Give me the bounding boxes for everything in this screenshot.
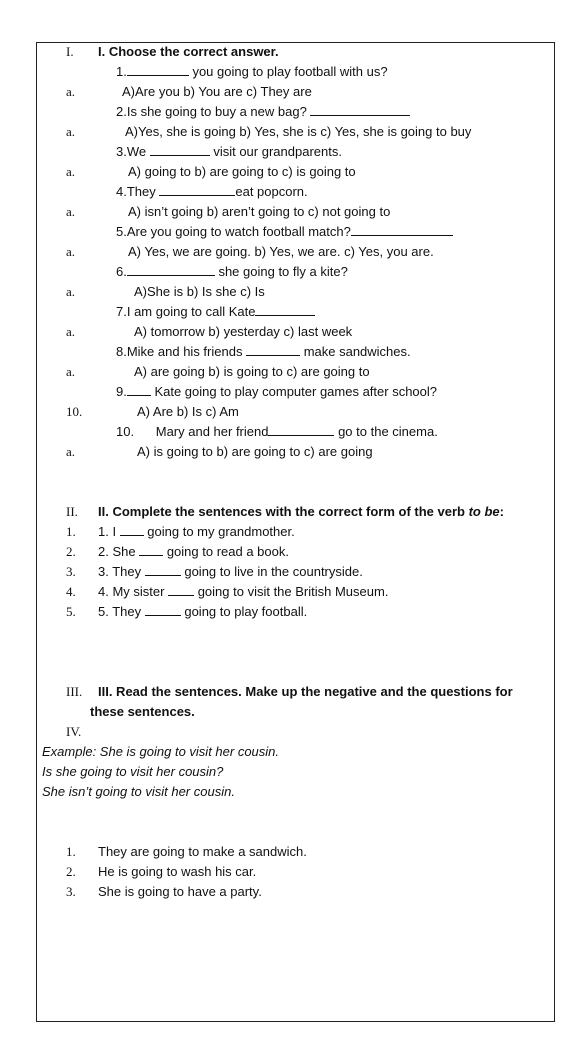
section1-title: I. Choose the correct answer. (98, 44, 279, 59)
fill-sentence-4: 4. My sister going to visit the British Museum. (98, 584, 389, 599)
answer-marker: a. (66, 444, 76, 459)
answer-blank[interactable] (127, 264, 215, 276)
item-number: 1. (66, 524, 76, 539)
fill-sentence-1: 1. I going to my grandmother. (98, 524, 295, 539)
answer-options-6: A)She is b) Is she c) Is (134, 284, 265, 299)
answer-options-4: A) isn’t going b) aren’t going to c) not going to (128, 204, 391, 219)
answer-blank[interactable] (120, 524, 144, 536)
section2-title: II. Complete the sentences with the correct form of the verb to be: (98, 504, 504, 519)
answer-options-2: A)Yes, she is going b) Yes, she is c) Yes, she is going to buy (125, 124, 472, 139)
answer-blank[interactable] (168, 584, 194, 596)
answer-options-7: A) tomorrow b) yesterday c) last week (134, 324, 353, 339)
question-3: 3.We visit our grandparents. (116, 144, 342, 159)
example-sentence: Example: She is going to visit her cousin. (42, 744, 280, 759)
section3-marker: III. (66, 684, 83, 699)
question-5: 5.Are you going to watch football match? (116, 224, 453, 240)
answer-marker: a. (66, 204, 76, 219)
answer-blank[interactable] (139, 544, 163, 556)
answer-options-3: A) going to b) are going to c) is going to (128, 164, 356, 179)
answer-blank[interactable] (159, 184, 235, 196)
question-7: 7.I am going to call Kate (116, 304, 315, 320)
answer-options-5: A) Yes, we are going. b) Yes, we are. c) Yes, you are. (128, 244, 434, 259)
answer-blank[interactable] (145, 604, 181, 616)
example-question: Is she going to visit her cousin? (42, 764, 224, 779)
section4-marker: IV. (66, 724, 82, 739)
answer-marker: a. (66, 164, 76, 179)
answer-marker: a. (66, 84, 76, 99)
fill-sentence-2: 2. She going to read a book. (98, 544, 289, 559)
answer-options-8: A) are going b) is going to c) are going to (134, 364, 370, 379)
answer-blank[interactable] (127, 64, 189, 76)
item-number: 2. (66, 544, 76, 559)
section1-marker: I. (66, 44, 74, 59)
transform-sentence-1: They are going to make a sandwich. (98, 844, 307, 859)
question-8: 8.Mike and his friends make sandwiches. (116, 344, 411, 359)
answer-blank[interactable] (255, 304, 315, 316)
transform-sentence-2: He is going to wash his car. (98, 864, 257, 879)
answer-marker: a. (66, 124, 76, 139)
item-number: 4. (66, 584, 76, 599)
fill-sentence-3: 3. They going to live in the countryside. (98, 564, 363, 579)
answer-marker: a. (66, 364, 76, 379)
answer-marker: 10. (66, 404, 83, 419)
answer-options-10: A) is going to b) are going to c) are going (137, 444, 373, 459)
question-4: 4.They eat popcorn. (116, 184, 308, 199)
item-number: 3. (66, 564, 76, 579)
example-negative: She isn’t going to visit her cousin. (42, 784, 235, 799)
question-1: 1. you going to play football with us? (116, 64, 388, 79)
question-10: 10. Mary and her friend go to the cinema. (116, 424, 438, 439)
answer-blank[interactable] (150, 144, 210, 156)
answer-marker: a. (66, 324, 76, 339)
fill-sentence-5: 5. They going to play football. (98, 604, 308, 619)
section2-marker: II. (66, 504, 78, 519)
answer-blank[interactable] (310, 104, 410, 116)
answer-marker: a. (66, 284, 76, 299)
transform-sentence-3: She is going to have a party. (98, 884, 262, 899)
answer-blank[interactable] (246, 344, 300, 356)
item-number: 1. (66, 844, 76, 859)
answer-options-9: A) Are b) Is c) Am (137, 404, 239, 419)
question-9: 9. Kate going to play computer games after school? (116, 384, 438, 399)
answer-options-1: A)Are you b) You are c) They are (122, 84, 312, 99)
section3-title-line2: these sentences. (90, 704, 195, 719)
item-number: 2. (66, 864, 76, 879)
item-number: 5. (66, 604, 76, 619)
question-6: 6. she going to fly a kite? (116, 264, 348, 279)
item-number: 3. (66, 884, 76, 899)
question-2: 2.Is she going to buy a new bag? (116, 104, 410, 120)
answer-blank[interactable] (127, 384, 151, 396)
answer-blank[interactable] (268, 424, 334, 436)
answer-blank[interactable] (145, 564, 181, 576)
section3-title-line1: III. Read the sentences. Make up the negative and the questions for (98, 684, 513, 699)
answer-marker: a. (66, 244, 76, 259)
answer-blank[interactable] (351, 224, 453, 236)
